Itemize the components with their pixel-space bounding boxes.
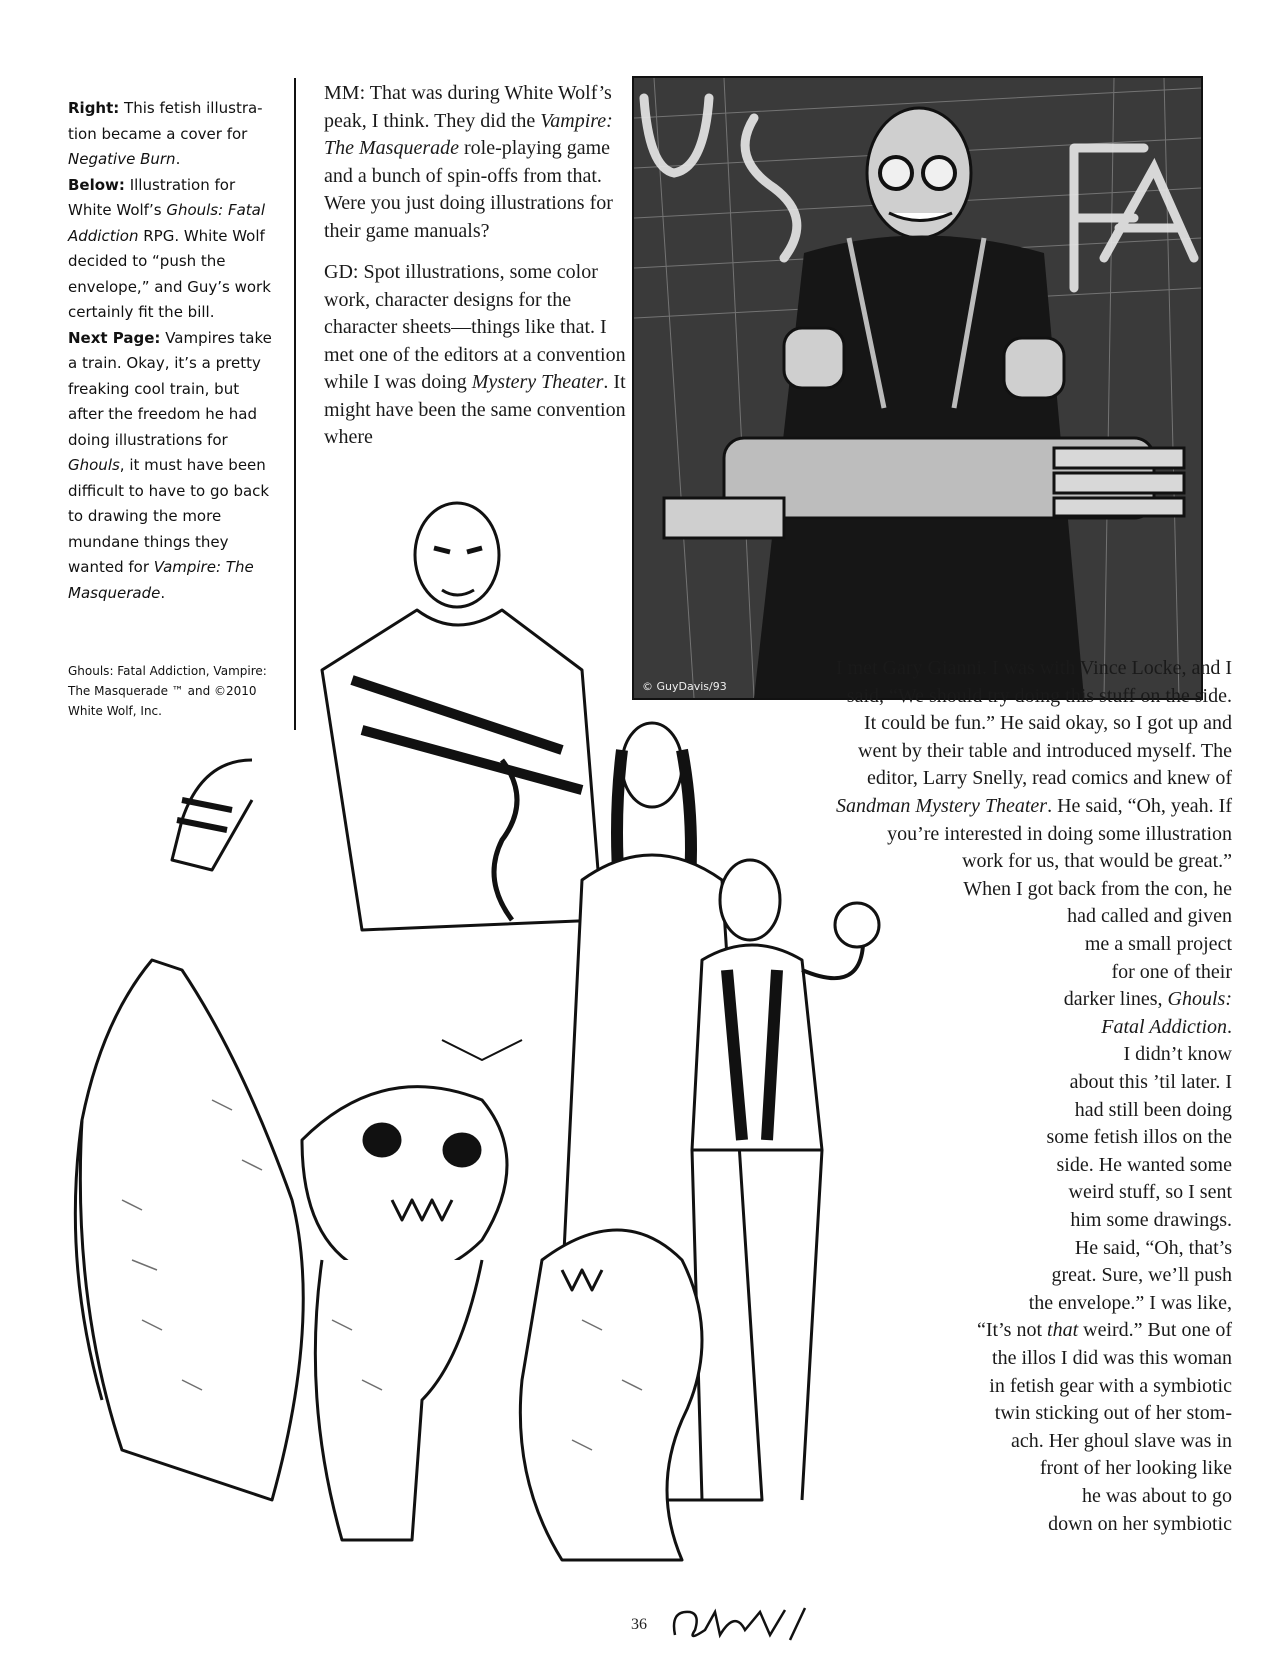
flow-line-25-text-end: weird.” But one of — [1078, 1319, 1232, 1342]
caption-next-title-b: Vampire: The Masquerade — [68, 558, 254, 602]
flow-line-1: I met Gary Gianni. I was with Vince Locke, and I — [835, 657, 1232, 679]
p2-text-end: . It might have been the same convention where — [324, 371, 626, 448]
caption-right-label: Right: — [68, 99, 120, 117]
flow-line-6 — [836, 793, 1232, 821]
flow-line-10: had called and given — [1067, 905, 1232, 928]
flow-line-18: some fetish illos on the — [1046, 1126, 1232, 1149]
flow-line-23: great. Sure, we’ll push — [1051, 1264, 1232, 1287]
caption-below-text: Illustration for White Wolf’s — [68, 175, 236, 219]
flow-line-25 — [977, 1317, 1232, 1345]
p1-text: MM: That was during White Wolf’s peak, I think. They did the — [324, 82, 612, 132]
flow-line-14 — [1101, 1014, 1232, 1042]
flow-line-28: twin sticking out of her stom- — [994, 1402, 1232, 1425]
caption-right-text-end: . — [175, 150, 181, 168]
flow-line-9: When I got back from the con, he — [963, 877, 1232, 900]
flow-line-15: I didn’t know — [1123, 1043, 1232, 1066]
flow-line-11: me a small project — [1084, 933, 1232, 955]
flow-line-25-emphasis: that — [1047, 1319, 1079, 1342]
flow-line-4: went by their table and introduced myself. The — [858, 739, 1232, 762]
caption-below-text-end: RPG. White Wolf decided to “push the envelope,” and Guy’s work certainly fit the bill. — [68, 226, 271, 321]
p1-title: Vampire: The Masquerade — [324, 109, 613, 159]
flow-line-19: side. He wanted some — [1056, 1153, 1232, 1176]
flow-line-13-text: darker lines, — [1063, 988, 1168, 1011]
caption-next-text-mid: , it must have been difficult to have to go back to drawing the more mundane things they wanted for — [68, 456, 270, 576]
flow-line-3: It could be fun.” He said okay, so I got up and — [863, 712, 1232, 735]
flow-line-26: the illos I did was this woman — [992, 1347, 1232, 1369]
caption-right-text: This fetish illustra-tion became a cover for — [68, 99, 263, 143]
flow-line-31: he was about to go — [1082, 1485, 1232, 1507]
ghouls-illustration-art — [62, 500, 942, 1625]
flow-line-22: He said, “Oh, that’s — [1074, 1236, 1232, 1259]
caption-next-text: Vampires take a train. Okay, it’s a pretty freaking cool train, but after the freedom he had doing illustrations for — [68, 328, 272, 449]
p2-title: Mystery Theater — [471, 371, 604, 393]
flow-line-8: work for us, that would be great.” — [962, 850, 1232, 873]
caption-below-label: Below: — [68, 175, 125, 194]
flow-line-25-text: “It’s not — [977, 1319, 1048, 1342]
caption-next-text-end: . — [160, 583, 166, 602]
ghouls-illustration — [62, 500, 942, 1625]
flow-line-27: in fetish gear with a symbiotic — [989, 1374, 1232, 1397]
flow-line-12: for one of their — [1111, 960, 1232, 983]
p2-text: GD: Spot illustrations, some color work, character designs for the character sheets—things like that. I met one of the editors at a convention while I was doing — [324, 261, 626, 393]
page-number: 36 — [631, 1616, 647, 1633]
flow-line-5: editor, Larry Snelly, read comics and knew of — [867, 767, 1232, 790]
flow-line-6-text: . He said, “Oh, yeah. If — [1047, 795, 1232, 817]
flow-line-13 — [1064, 986, 1232, 1014]
flow-title-ghouls: Ghouls: — [1167, 988, 1232, 1011]
flow-line-30: front of her looking like — [1039, 1457, 1232, 1480]
flow-title-sandman: Sandman Mystery Theater — [835, 795, 1048, 817]
flow-line-24: the envelope.” I was like, — [1028, 1291, 1232, 1314]
caption-next-label: Next Page: — [68, 328, 161, 347]
caption-below-title: Ghouls: Fatal Addiction — [68, 201, 266, 245]
flow-line-32: down on her symbiotic — [1048, 1512, 1232, 1535]
flow-line-20: weird stuff, so I sent — [1068, 1181, 1232, 1204]
flow-line-2: said, “We should try doing this stuff on the side. — [846, 684, 1232, 707]
caption-next-title-a: Ghouls — [68, 456, 120, 474]
interview-paragraph-1 — [324, 80, 629, 245]
fetish-illustration-signature: © GuyDavis/93 — [642, 680, 727, 693]
flow-line-7: you’re interested in doing some illustration — [887, 822, 1232, 845]
flow-line-17: had still been doing — [1074, 1098, 1232, 1121]
copyright-credit: Ghouls: Fatal Addiction, Vampire: The Masquerade ™ and ©2010 White Wolf, Inc. — [68, 664, 267, 718]
flow-line-21: him some drawings. — [1070, 1209, 1232, 1231]
flow-line-14-text: . — [1227, 1015, 1232, 1038]
flow-title-fatal-addiction: Fatal Addiction — [1101, 1015, 1227, 1038]
flow-line-29: ach. Her ghoul slave was in — [1010, 1429, 1232, 1452]
flow-line-16: about this ’til later. I — [1069, 1071, 1232, 1093]
artist-signature — [665, 1600, 815, 1655]
artist-signature-art — [665, 1600, 815, 1650]
caption-right-title: Negative Burn — [68, 150, 176, 168]
interview-column — [324, 80, 629, 466]
p1-text-end: role-playing game and a bunch of spin-offs from that. Were you just doing illustrations for their game manuals? — [324, 137, 613, 242]
interview-paragraph-2 — [324, 259, 629, 452]
